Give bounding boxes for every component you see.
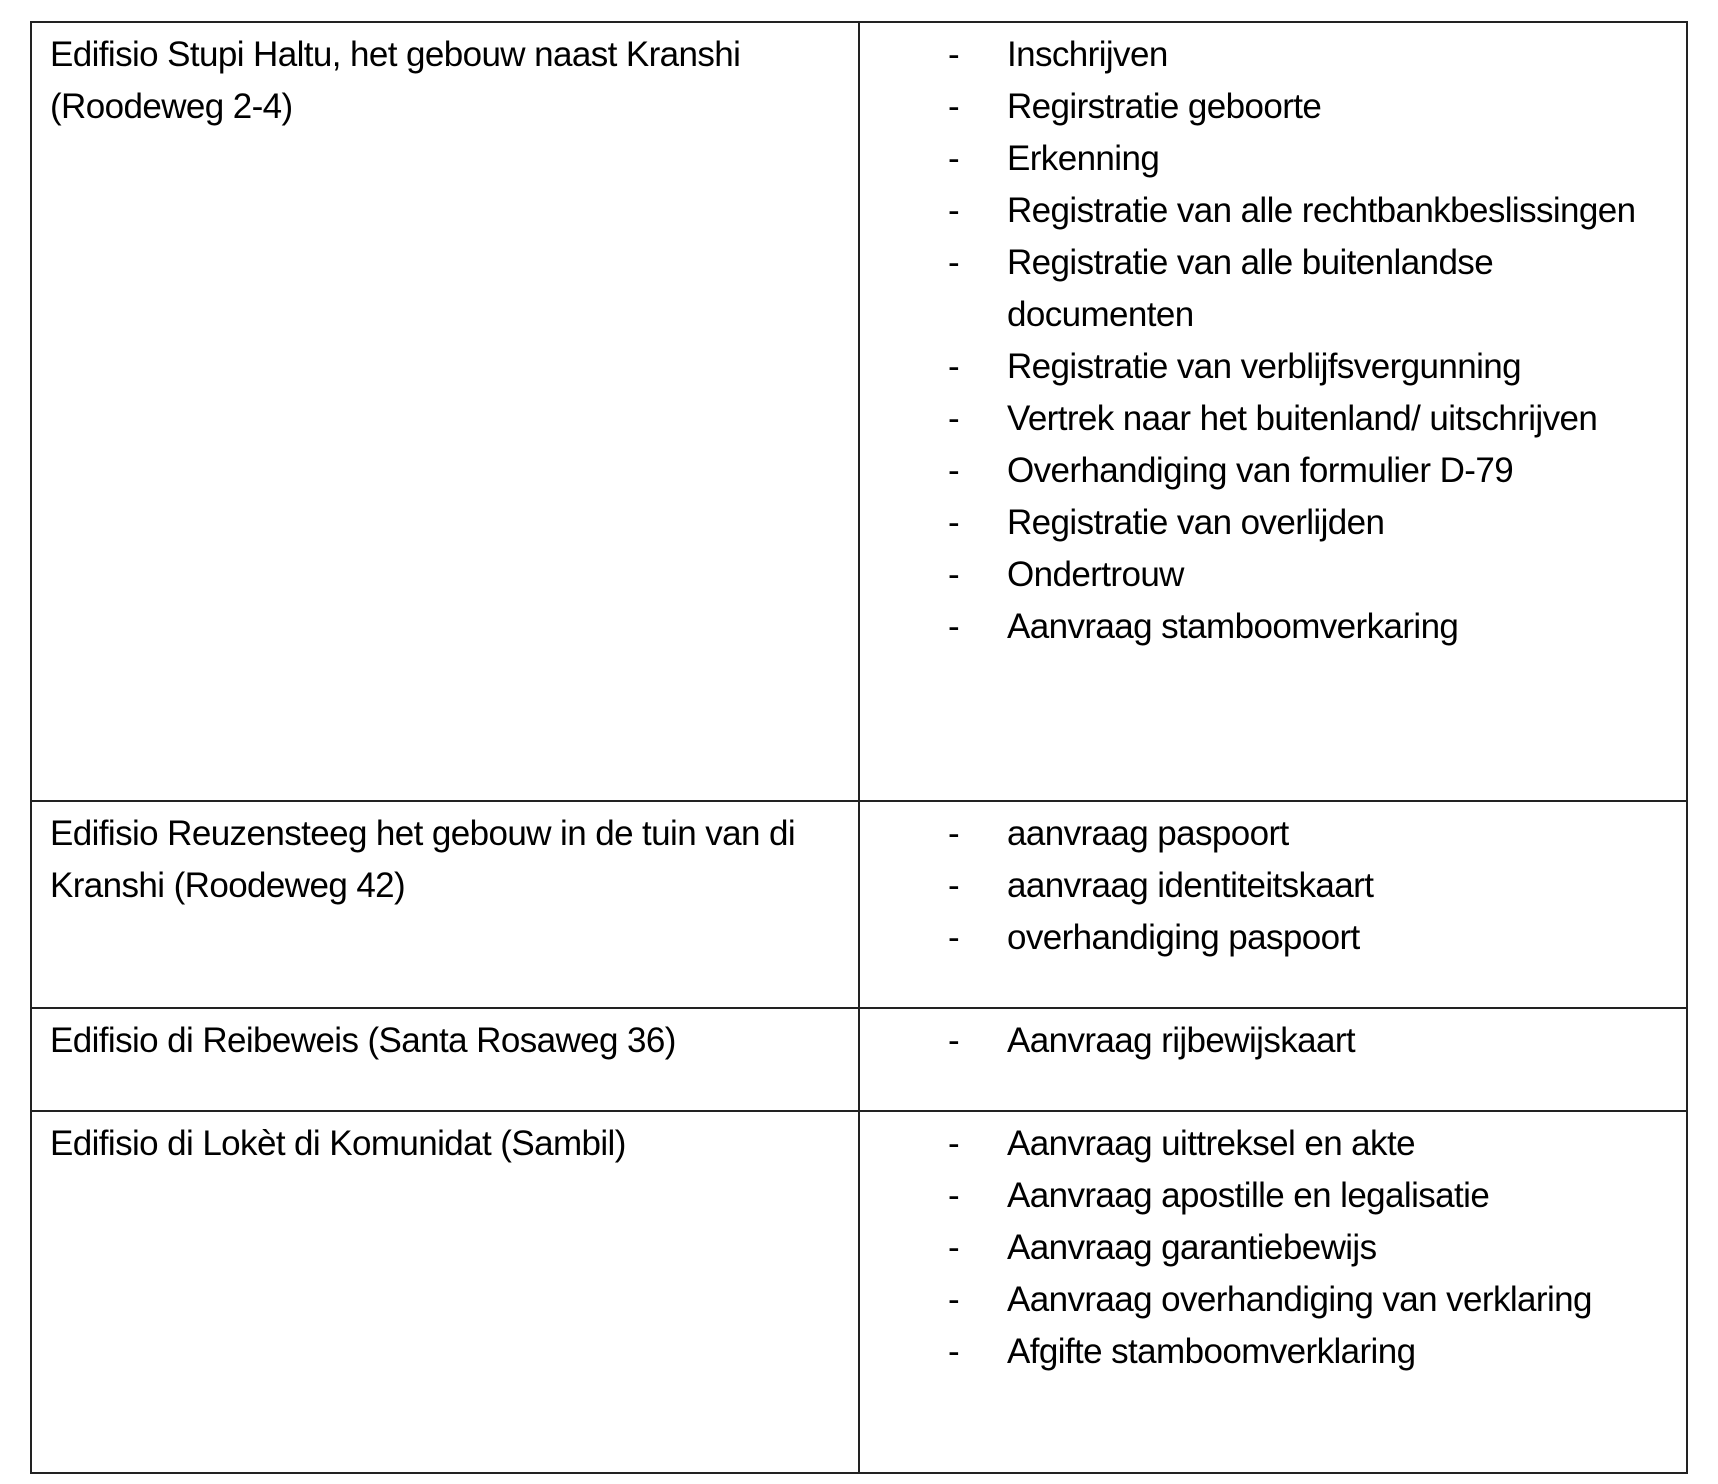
service-label: aanvraag identiteitskaart (1007, 866, 1374, 905)
service-label: Aanvraag stamboomverkaring (1007, 607, 1459, 646)
service-item (860, 393, 1686, 445)
service-label: Ondertrouw (1007, 555, 1184, 594)
service-label: Aanvraag uittreksel en akte (1007, 1124, 1415, 1163)
services-list (860, 808, 1686, 964)
service-item (860, 1118, 1686, 1170)
service-item (860, 133, 1686, 185)
bullet-dash: - (948, 555, 960, 594)
table-row (32, 23, 1686, 802)
service-item (860, 185, 1686, 237)
service-item (860, 81, 1686, 133)
bullet-dash: - (948, 87, 960, 126)
service-item (860, 860, 1686, 912)
bullet-dash: - (948, 347, 960, 386)
service-label: Aanvraag rijbewijskaart (1007, 1021, 1356, 1060)
services-cell (860, 23, 1686, 800)
bullet-dash: - (948, 503, 960, 542)
location-name: Edifisio Reuzensteeg het gebouw in de tuin van di Kranshi (Roodeweg 42) (50, 814, 796, 905)
service-item (860, 445, 1686, 497)
bullet-dash: - (948, 243, 960, 282)
bullet-dash: - (948, 35, 960, 74)
service-label: Vertrek naar het buitenland/ uitschrijven (1007, 399, 1598, 438)
bullet-dash: - (948, 1280, 960, 1319)
service-item (860, 1274, 1686, 1326)
service-item (860, 549, 1686, 601)
service-item (860, 1326, 1686, 1378)
service-item (860, 29, 1686, 81)
bullet-dash: - (948, 814, 960, 853)
service-label: Inschrijven (1007, 35, 1168, 74)
table-row (32, 1112, 1686, 1474)
services-list (860, 29, 1686, 653)
service-item (860, 1170, 1686, 1222)
service-item (860, 237, 1686, 341)
service-item (860, 1015, 1686, 1067)
bullet-dash: - (948, 1021, 960, 1060)
location-cell (32, 1112, 860, 1474)
service-label: Registratie van overlijden (1007, 503, 1385, 542)
bullet-dash: - (948, 607, 960, 646)
bullet-dash: - (948, 191, 960, 230)
service-label: Registratie van alle rechtbankbeslissingen (1007, 191, 1636, 230)
service-item (860, 912, 1686, 964)
services-cell (860, 1009, 1686, 1110)
bullet-dash: - (948, 451, 960, 490)
services-table (30, 21, 1688, 1474)
location-cell (32, 23, 860, 800)
bullet-dash: - (948, 139, 960, 178)
location-cell (32, 802, 860, 1007)
service-label: Afgifte stamboomverklaring (1007, 1332, 1416, 1371)
location-name: Edifisio Stupi Haltu, het gebouw naast Kranshi (Roodeweg 2-4) (50, 35, 741, 126)
service-item (860, 1222, 1686, 1274)
table-row (32, 1009, 1686, 1112)
bullet-dash: - (948, 1124, 960, 1163)
service-label: Aanvraag apostille en legalisatie (1007, 1176, 1490, 1215)
bullet-dash: - (948, 1332, 960, 1371)
service-label: aanvraag paspoort (1007, 814, 1289, 853)
bullet-dash: - (948, 918, 960, 957)
bullet-dash: - (948, 399, 960, 438)
service-label: Registratie van alle buitenlandse documenten (1007, 243, 1494, 334)
services-list (860, 1118, 1686, 1378)
bullet-dash: - (948, 1176, 960, 1215)
service-item (860, 341, 1686, 393)
services-cell (860, 1112, 1686, 1474)
service-label: Registratie van verblijfsvergunning (1007, 347, 1521, 386)
location-name: Edifisio di Reibeweis (Santa Rosaweg 36) (50, 1021, 676, 1060)
service-label: Aanvraag overhandiging van verklaring (1007, 1280, 1592, 1319)
services-cell (860, 802, 1686, 1007)
service-label: Overhandiging van formulier D-79 (1007, 451, 1514, 490)
service-label: Aanvraag garantiebewijs (1007, 1228, 1377, 1267)
bullet-dash: - (948, 1228, 960, 1267)
service-label: Regirstratie geboorte (1007, 87, 1322, 126)
service-label: overhandiging paspoort (1007, 918, 1360, 957)
table-row (32, 802, 1686, 1009)
location-name: Edifisio di Lokèt di Komunidat (Sambil) (50, 1124, 626, 1163)
services-list (860, 1015, 1686, 1067)
service-label: Erkenning (1007, 139, 1160, 178)
service-item (860, 497, 1686, 549)
service-item (860, 808, 1686, 860)
bullet-dash: - (948, 866, 960, 905)
location-cell (32, 1009, 860, 1110)
service-item (860, 601, 1686, 653)
